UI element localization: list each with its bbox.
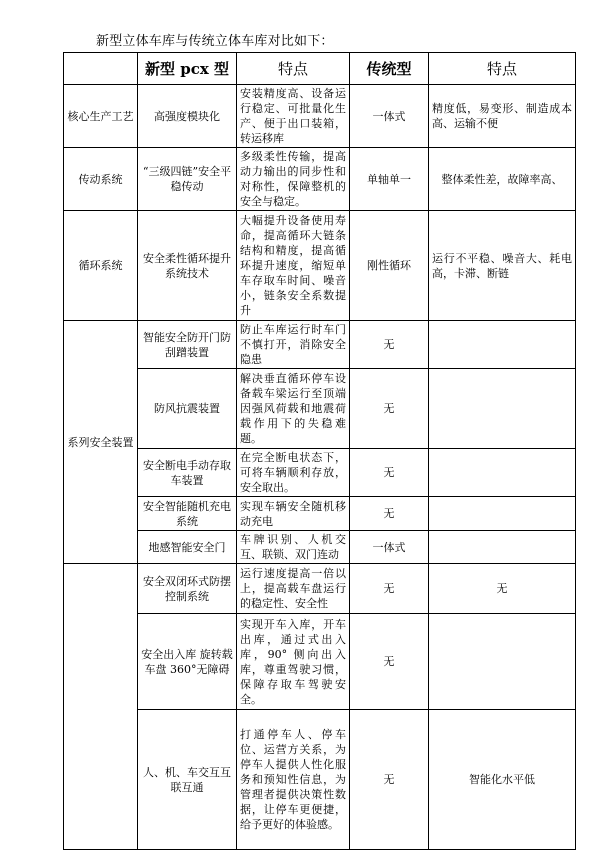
new-feature-cell: 在完全断电状态下，可将车辆顺利存放，安全取出。 (237, 449, 350, 497)
traditional-cell: 无 (350, 710, 429, 850)
traditional-cell: 无 (350, 614, 429, 710)
new-type-cell: 安全柔性循环提升系统技术 (138, 211, 237, 321)
new-type-cell: 安全双闭环式防摆控制系统 (138, 564, 237, 614)
traditional-cell: 单轴单一 (350, 148, 429, 211)
new-feature-cell: 打通停车人、停车位、运营方关系，为停车人提供人性化服务和预知性信息，为管理者提供决策性数据，让停车更便捷，给予更好的体验感。 (237, 710, 350, 850)
new-feature-cell: 多级柔性传输，提高动力输出的同步性和对称性，保障整机的安全与稳定。 (237, 148, 350, 211)
traditional-feature-cell (429, 531, 576, 564)
header-new-type: 新型 pcx 型 (138, 53, 237, 85)
safety-category-cell: 系列安全装置 (64, 321, 138, 564)
traditional-cell: 无 (350, 369, 429, 449)
header-feature-new: 特点 (237, 53, 350, 85)
traditional-cell: 无 (350, 321, 429, 369)
traditional-feature-cell: 智能化水平低 (429, 710, 576, 850)
new-feature-cell: 解决垂直循环停车设备载车梁运行至顶端因强风荷载和地震荷载作用下的失稳难题。 (237, 369, 350, 449)
traditional-feature-cell (429, 321, 576, 369)
new-feature-cell: 防止车库运行时车门不慎打开，消除安全隐患 (237, 321, 350, 369)
table-row (64, 321, 576, 369)
traditional-feature-cell: 精度低，易变形、制造成本高、运输不便 (429, 85, 576, 148)
table-row (64, 211, 576, 321)
new-type-cell: 防风抗震装置 (138, 369, 237, 449)
table-header-row (64, 53, 576, 85)
category-cell: 核心生产工艺 (64, 85, 138, 148)
new-type-cell: 安全断电手动存取车装置 (138, 449, 237, 497)
new-type-cell: 地感智能安全门 (138, 531, 237, 564)
header-traditional: 传统型 (350, 53, 429, 85)
new-type-cell: 人、机、车交互互联互通 (138, 710, 237, 850)
table-row (64, 614, 576, 710)
new-type-cell: 安全智能随机充电系统 (138, 497, 237, 531)
new-feature-cell: 运行速度提高一倍以上，提高载车盘运行的稳定性、安全性 (237, 564, 350, 614)
traditional-feature-cell (429, 614, 576, 710)
new-feature-cell: 安装精度高、设备运行稳定、可批量化生产、便于出口装箱，转运移库 (237, 85, 350, 148)
new-feature-cell: 实现开车入库，开车出库，通过式出入库，90° 侧向出入库，尊重驾驶习惯，保障存取车驾驶安全。 (237, 614, 350, 710)
table-row (64, 497, 576, 531)
table-row (64, 449, 576, 497)
traditional-cell: 刚性循环 (350, 211, 429, 321)
traditional-feature-cell: 整体柔性差，故障率高、 (429, 148, 576, 211)
new-feature-cell: 实现车辆安全随机移动充电 (237, 497, 350, 531)
header-blank (64, 53, 138, 85)
new-type-cell: 智能安全防开门防刮蹭装置 (138, 321, 237, 369)
category-cell: 传动系统 (64, 148, 138, 211)
table-row (64, 85, 576, 148)
table-row (64, 564, 576, 614)
traditional-feature-cell (429, 369, 576, 449)
new-feature-cell: 车牌识别、人机交互、联锁、双门连动 (237, 531, 350, 564)
traditional-cell: 无 (350, 449, 429, 497)
table-row (64, 369, 576, 449)
traditional-cell: 无 (350, 564, 429, 614)
new-feature-cell: 大幅提升设备使用寿命，提高循环大链条结构和精度，提高循环提升速度，缩短单车存取车时间、噪音小，链条安全系数提升 (237, 211, 350, 321)
traditional-feature-cell: 运行不平稳、噪音大、耗电高，卡滞、断链 (429, 211, 576, 321)
traditional-cell: 无 (350, 497, 429, 531)
category-cell: 循环系统 (64, 211, 138, 321)
document-title: 新型立体车库与传统立体车库对比如下： (96, 34, 334, 49)
table-row (64, 531, 576, 564)
category-cell-empty (64, 564, 138, 850)
table-row (64, 710, 576, 850)
traditional-feature-cell (429, 449, 576, 497)
new-type-cell: 高强度模块化 (138, 85, 237, 148)
header-feature-traditional: 特点 (429, 53, 576, 85)
traditional-cell: 一体式 (350, 531, 429, 564)
table-row (64, 148, 576, 211)
traditional-cell: 一体式 (350, 85, 429, 148)
comparison-table (63, 52, 576, 850)
traditional-feature-cell: 无 (429, 564, 576, 614)
new-type-cell: 安全出入库 旋转载车盘 360°无障碍 (138, 614, 237, 710)
new-type-cell: “三级四链”安全平稳传动 (138, 148, 237, 211)
traditional-feature-cell (429, 497, 576, 531)
